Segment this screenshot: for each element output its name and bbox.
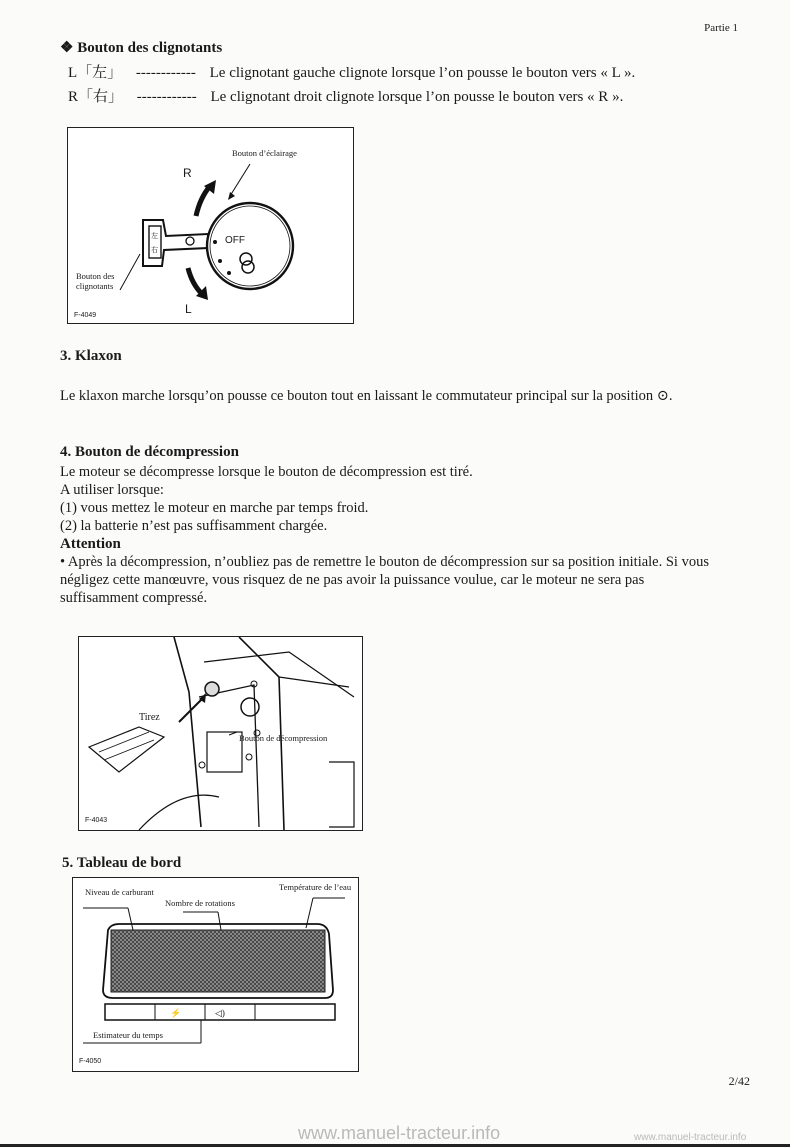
decompression-lines xyxy=(60,463,720,607)
row-dashes: ------------ xyxy=(136,89,197,105)
part-label: Partie 1 xyxy=(704,22,738,34)
label-estimateur-temps: Estimateur du temps xyxy=(93,1030,163,1040)
label-temperature-eau: Température de l’eau xyxy=(279,882,352,892)
label-tirez: Tirez xyxy=(139,712,160,723)
klaxon-heading: 3. Klaxon xyxy=(60,348,122,364)
decompression-line: Le moteur se décompresse lorsque le bouton de décompression est tiré. xyxy=(60,464,473,480)
attention-text: • Après la décompression, n’oubliez pas de remettre le bouton de décompression sur sa position initiale. Si vous négligez cette manœuvre, vous risquez de ne pas avoir la puissance voulue, car le moteur ne sera pas suffisamment compressé. xyxy=(60,554,709,606)
letter-r: R xyxy=(183,166,192,180)
decompression-heading: 4. Bouton de décompression xyxy=(60,444,239,460)
page-number: 2/42 xyxy=(728,1074,750,1088)
clignotant-row-left xyxy=(68,61,635,82)
decompression-line: (1) vous mettez le moteur en marche par temps froid. xyxy=(60,500,369,516)
switch-illustration xyxy=(68,128,353,323)
attention-heading: Attention xyxy=(60,536,121,552)
off-label: OFF xyxy=(225,235,245,246)
label-bouton-decompression: Bouton de décompression xyxy=(239,733,328,743)
row-text: Le clignotant gauche clignote lorsque l’on pousse le bouton vers « L ». xyxy=(209,65,636,81)
figure-code: F-4049 xyxy=(74,312,97,319)
tableau-heading: 5. Tableau de bord xyxy=(62,855,182,871)
clignotants-heading xyxy=(60,38,222,57)
bottom-rule xyxy=(0,1144,790,1147)
svg-text:左: 左 xyxy=(151,232,158,240)
clignotant-row-right xyxy=(68,85,623,106)
label-bouton-eclairage: Bouton d’éclairage xyxy=(232,148,297,158)
footer-watermark-small: www.manuel-tracteur.info xyxy=(634,1132,747,1143)
figure-decompression xyxy=(78,636,363,831)
clignotants-heading-text: Bouton des clignotants xyxy=(77,40,223,56)
row-key: R「右」 xyxy=(68,89,124,105)
footer-watermark: www.manuel-tracteur.info xyxy=(298,1123,501,1143)
figure-code: F-4050 xyxy=(79,1058,102,1065)
row-text: Le clignotant droit clignote lorsque l’on pousse le bouton vers « R ». xyxy=(210,89,624,105)
label-bouton-clignotants: Bouton des clignotants xyxy=(76,271,115,291)
row-key: L「左」 xyxy=(68,65,123,81)
decompression-line: (2) la batterie n’est pas suffisamment chargée. xyxy=(60,518,328,534)
klaxon-text: Le klaxon marche lorsqu’on pousse ce bouton tout en laissant le commutateur principal sur la position ⊙. xyxy=(60,388,673,404)
label-niveau-carburant: Niveau de carburant xyxy=(85,887,154,897)
svg-text:右: 右 xyxy=(151,246,158,254)
svg-text:⚡: ⚡ xyxy=(170,1008,182,1018)
row-dashes: ------------ xyxy=(135,65,196,81)
svg-text:◁): ◁) xyxy=(215,1008,225,1018)
diamond-bullet-icon: ❖ xyxy=(60,40,74,56)
figure-switch xyxy=(67,127,354,324)
letter-l: L xyxy=(185,302,192,316)
label-nombre-rotations: Nombre de rotations xyxy=(165,898,235,908)
decompression-line: A utiliser lorsque: xyxy=(60,482,164,498)
figure-code: F-4043 xyxy=(85,817,108,824)
figure-tableau xyxy=(72,877,359,1072)
